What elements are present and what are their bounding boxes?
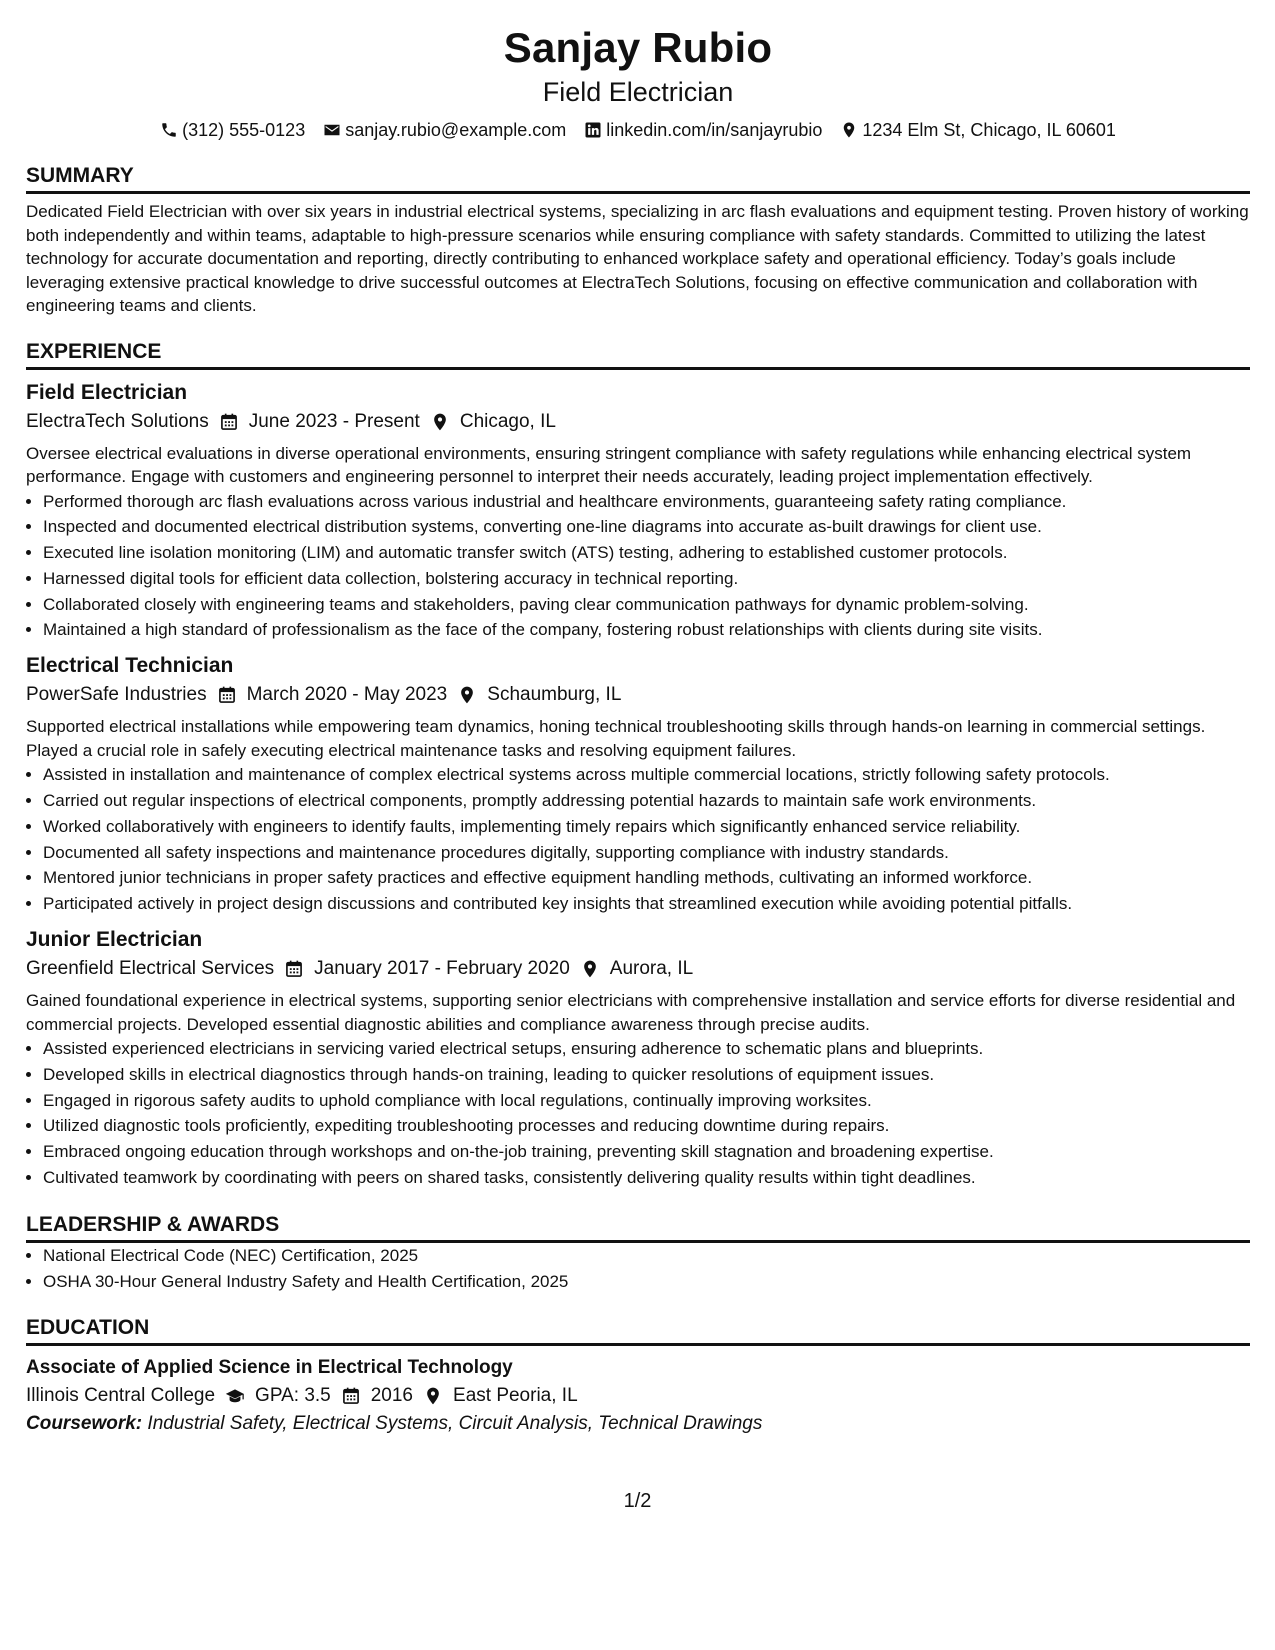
job-bullet: • Cultivated teamwork by coordinating with peers on shared tasks, consistently delivering quality results within tight deadlines. — [43, 1165, 1250, 1191]
job-bullet: • Carried out regular inspections of electrical components, promptly addressing potential hazards to maintain safe work environments. — [43, 788, 1250, 814]
calendar-icon — [341, 1386, 361, 1406]
job-bullet: • Utilized diagnostic tools proficiently, expediting troubleshooting processes and reducing downtime during repairs. — [43, 1113, 1250, 1139]
job-location: Schaumburg, IL — [487, 684, 622, 706]
job-bullets — [26, 762, 1250, 917]
job-bullet: • Documented all safety inspections and maintenance procedures digitally, supporting compliance with industry standards. — [43, 840, 1250, 866]
edu-location-item — [423, 1382, 578, 1410]
company-name: Greenfield Electrical Services — [26, 958, 275, 980]
company-name: PowerSafe Industries — [26, 684, 207, 706]
map-pin-icon — [430, 412, 450, 432]
award-item: • National Electrical Code (NEC) Certification, 2025 — [43, 1243, 1250, 1269]
job-entry — [26, 925, 1250, 1191]
job-bullet: • Participated actively in project design discussions and contributed key insights that streamlined execution while avoiding potential pitfalls. — [43, 891, 1250, 917]
job-location-item — [580, 955, 693, 983]
experience-section — [26, 338, 1250, 1191]
school-name: Illinois Central College — [26, 1385, 216, 1407]
awards-section — [26, 1211, 1250, 1295]
contact-email-text[interactable]: sanjay.rubio@example.com — [345, 120, 567, 140]
education-section — [26, 1314, 1250, 1438]
job-location: Aurora, IL — [609, 958, 694, 980]
job-description: Oversee electrical evaluations in diverse operational environments, ensuring stringent compliance with safety regulations while enhancing electrical system performance. Engage with customers and engineering personnel to interpret their needs accurately, leading project implementation effectively. — [26, 443, 1192, 486]
linkedin-icon — [584, 121, 602, 139]
job-description: Supported electrical installations while empowering team dynamics, honing technical troubleshooting skills through hands-on learning in commercial settings. Played a crucial role in safely executing electrical maintenance tasks and resolving equipment failures. — [26, 717, 1206, 760]
summary-section — [26, 162, 1250, 318]
summary-text: Dedicated Field Electrician with over six years in industrial electrical systems, specializing in arc flash evaluations and equipment testing. Proven history of working both independently and within teams, adaptable to high-pressure scenarios while ensuring compliance with safety standards. Committed to utilizing the latest technology for accurate documentation and reporting, directly contributing to enhanced workplace safety and operational efficiency. Today’s goals include leveraging extensive practical knowledge to drive successful outcomes at ElectraTech Solutions, focusing on effective communication and collaboration with engineering teams and clients. — [26, 202, 1249, 315]
contact-phone-text: (312) 555-0123 — [182, 120, 306, 140]
job-dates: March 2020 - May 2023 — [246, 684, 448, 706]
education-meta — [26, 1382, 1250, 1410]
job-location: Chicago, IL — [459, 410, 556, 432]
section-title: EXPERIENCE — [26, 338, 1250, 370]
award-item: • OSHA 30-Hour General Industry Safety and Health Certification, 2025 — [43, 1269, 1250, 1295]
contact-address-text: 1234 Elm St, Chicago, IL 60601 — [862, 120, 1116, 140]
contact-email[interactable] — [323, 118, 566, 142]
page-number: 1/2 — [623, 1490, 652, 1512]
section-title: SUMMARY — [26, 162, 1250, 194]
degree-title: Associate of Applied Science in Electrical Technology — [26, 1357, 513, 1379]
year-item — [341, 1382, 413, 1410]
job-bullet: • Mentored junior technicians in proper safety practices and effective equipment handling methods, cultivating an informed workforce. — [43, 865, 1250, 891]
section-title: EDUCATION — [26, 1314, 1250, 1346]
contact-address — [840, 118, 1116, 142]
map-pin-icon — [457, 685, 477, 705]
section-title: LEADERSHIP & AWARDS — [26, 1211, 1250, 1243]
job-dates-item — [217, 681, 448, 709]
job-meta — [26, 681, 1250, 709]
job-list — [26, 378, 1250, 1191]
job-bullet: • Collaborated closely with engineering teams and stakeholders, paving clear communication pathways for dynamic problem-solving. — [43, 592, 1250, 618]
job-title: Junior Electrician — [26, 928, 203, 952]
job-bullet: • Inspected and documented electrical distribution systems, converting one-line diagrams into accurate as-built drawings for client use. — [43, 514, 1250, 540]
edu-location-text: East Peoria, IL — [453, 1385, 578, 1407]
candidate-role: Field Electrician — [542, 77, 734, 107]
job-bullet: • Assisted experienced electricians in servicing varied electrical setups, ensuring adherence to schematic plans and blueprints. — [43, 1036, 1250, 1062]
job-location-item — [457, 681, 621, 709]
job-meta — [26, 955, 1250, 983]
job-bullet: • Engaged in rigorous safety audits to uphold compliance with local regulations, continually improving worksites. — [43, 1088, 1250, 1114]
job-bullet: • Assisted in installation and maintenance of complex electrical systems across multiple commercial locations, strictly following safety protocols. — [43, 762, 1250, 788]
calendar-icon — [217, 685, 237, 705]
envelope-icon — [323, 121, 341, 139]
map-pin-icon — [423, 1386, 443, 1406]
resume-header — [26, 18, 1250, 142]
company-name: ElectraTech Solutions — [26, 410, 209, 432]
job-title: Field Electrician — [26, 380, 188, 404]
year-text: 2016 — [370, 1385, 414, 1407]
job-dates-item — [219, 408, 420, 436]
job-bullet: • Performed thorough arc flash evaluations across various industrial and healthcare environments, guaranteeing safety rating compliance. — [43, 489, 1250, 515]
contact-row — [26, 118, 1250, 142]
gpa-item — [225, 1382, 331, 1410]
job-meta — [26, 408, 1250, 436]
job-dates: January 2017 - February 2020 — [314, 958, 570, 980]
calendar-icon — [284, 959, 304, 979]
job-bullet: • Harnessed digital tools for efficient data collection, bolstering accuracy in technical reporting. — [43, 566, 1250, 592]
job-bullet: • Worked collaboratively with engineers to identify faults, implementing timely repairs which significantly enhanced service reliability. — [43, 814, 1250, 840]
graduation-cap-icon — [225, 1386, 245, 1406]
job-entry — [26, 378, 1250, 644]
awards-list — [26, 1243, 1250, 1295]
contact-linkedin-text[interactable]: linkedin.com/in/sanjayrubio — [606, 120, 823, 140]
job-entry — [26, 651, 1250, 917]
map-pin-icon — [840, 121, 858, 139]
contact-linkedin[interactable] — [584, 118, 822, 142]
calendar-icon — [219, 412, 239, 432]
resume-page — [26, 18, 1250, 1438]
coursework-line — [26, 1410, 1250, 1438]
job-title: Electrical Technician — [26, 654, 234, 678]
job-description: Gained foundational experience in electrical systems, supporting senior electricians with comprehensive installation and service efforts for diverse residential and commercial projects. Developed essential diagnostic abilities and compliance awareness through precise audits. — [26, 991, 1236, 1034]
job-bullets — [26, 489, 1250, 644]
coursework-label: Coursework: — [26, 1413, 143, 1435]
job-bullets — [26, 1036, 1250, 1191]
job-bullet: • Executed line isolation monitoring (LIM) and automatic transfer switch (ATS) testing, adhering to established customer protocols. — [43, 540, 1250, 566]
contact-phone — [160, 118, 305, 142]
candidate-name: Sanjay Rubio — [503, 24, 773, 71]
gpa-text: GPA: 3.5 — [255, 1385, 331, 1407]
job-bullet: • Maintained a high standard of professionalism as the face of the company, fostering robust relationships with clients during site visits. — [43, 617, 1250, 643]
phone-icon — [160, 121, 178, 139]
job-bullet: • Developed skills in electrical diagnostics through hands-on training, leading to quicker resolutions of equipment issues. — [43, 1062, 1250, 1088]
job-bullet: • Embraced ongoing education through workshops and on-the-job training, preventing skill stagnation and broadening expertise. — [43, 1139, 1250, 1165]
job-location-item — [430, 408, 556, 436]
job-dates-item — [284, 955, 570, 983]
coursework-text: Industrial Safety, Electrical Systems, Circuit Analysis, Technical Drawings — [147, 1413, 763, 1435]
map-pin-icon — [580, 959, 600, 979]
job-dates: June 2023 - Present — [248, 410, 420, 432]
